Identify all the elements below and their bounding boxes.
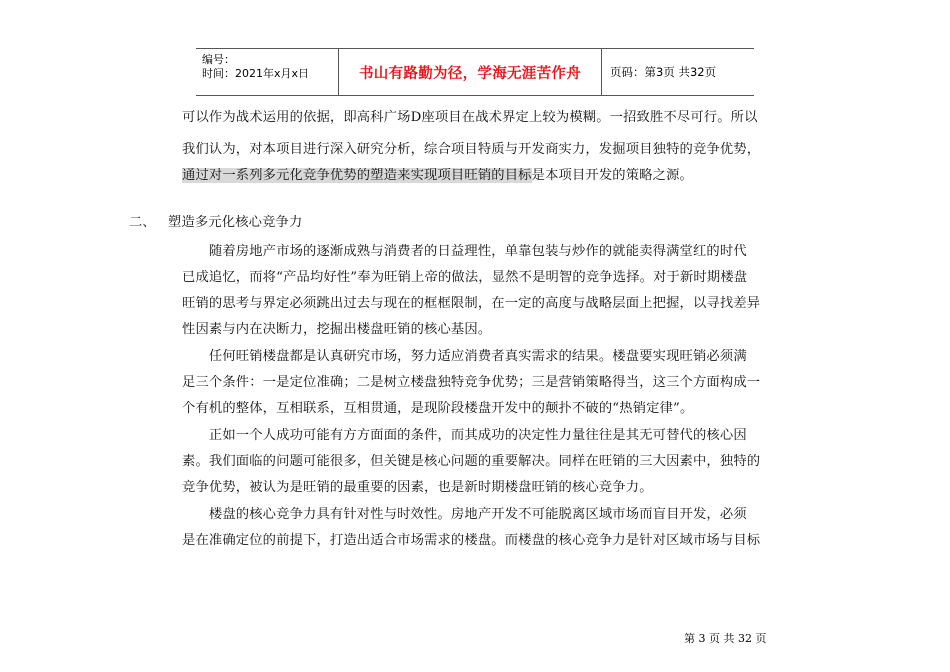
body-line-5: 任何旺销楼盘都是认真研究市场，努力适应消费者真实需求的结果。楼盘要实现旺销必须满 [182, 349, 747, 364]
body-line-1: 随着房地产市场的逐渐成熟与消费者的日益理性，单靠包装与炒作的就能卖得满堂红的时代 [182, 244, 747, 259]
body-line-2: 已成追忆，而将“产品均好性”奉为旺销上帝的做法，显然不是明智的竞争选择。对于新时期楼盘 [182, 270, 748, 285]
header-meta [196, 49, 339, 95]
document-number-label: 编号： [202, 53, 235, 66]
body-line-12: 是在准确定位的前提下，打造出适合市场需求的楼盘。而楼盘的核心竞争力是针对区域市场与目标 [182, 533, 761, 548]
body-line-7: 个有机的整体，互相联系，互相贯通，是现阶段楼盘开发中的颠扑不破的“热销定律”。 [182, 401, 694, 416]
body-line-11: 楼盘的核心竞争力具有针对性与时效性。房地产开发不可能脱离区域市场而盲目开发，必须 [182, 507, 747, 522]
body-line-6: 足三个条件：一是定位准确；二是树立楼盘独特竞争优势；三是营销策略得当，这三个方面构成一 [182, 375, 761, 390]
header-motto: 书山有路勤为径，学海无涯苦作舟 [339, 49, 602, 95]
document-time-label: 时间：2021年x月x日 [202, 67, 310, 80]
header-page-info: 页码：第3页 共32页 [610, 65, 717, 79]
intro-line-3 [182, 168, 693, 184]
page-footer: 第 3 页 共 32 页 [684, 632, 767, 645]
body-line-3: 旺销的思考与界定必须跳出过去与现在的框框限制，在一定的高度与战略层面上把握，以寻找差异 [182, 296, 761, 311]
section-number: 二、 [129, 215, 156, 230]
body-line-10: 竞争优势，被认为是旺销的最重要的因素，也是新时期楼盘旺销的核心竞争力。 [182, 480, 653, 495]
intro-line-1: 可以作为战术运用的依据，即高科广场D座项目在战术界定上较为模糊。一招致胜不尽可行。所以 [182, 110, 758, 125]
body-line-9: 素。我们面临的问题可能很多，但关键是核心问题的重要解决。同样在旺销的三大因素中，独特的 [182, 454, 761, 469]
highlighted-text: 通过对一系列多元化竞争优势的塑造来实现项目旺销的目标 [182, 168, 532, 183]
intro-line-2: 我们认为，对本项目进行深入研究分析，综合项目特质与开发商实力，发掘项目独特的竞争优势， [182, 142, 761, 157]
body-line-8: 正如一个人成功可能有方方面面的条件，而其成功的决定性力量往往是其无可替代的核心因 [182, 428, 747, 443]
intro-line-3-rest: 是本项目开发的策略之源。 [531, 168, 693, 183]
page-header [196, 48, 754, 96]
section-title: 塑造多元化核心竞争力 [168, 215, 303, 230]
body-line-4: 性因素与内在决断力，挖掘出楼盘旺销的核心基因。 [182, 322, 492, 337]
